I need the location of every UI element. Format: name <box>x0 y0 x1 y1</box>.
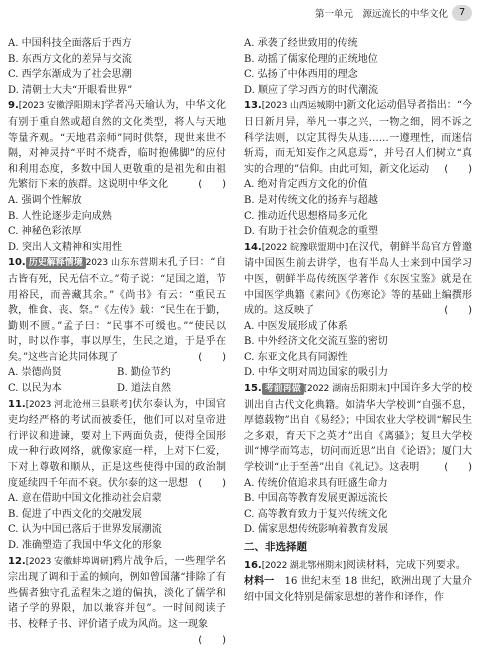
option: D. 道法自然 <box>117 383 172 395</box>
q10-options <box>8 365 226 396</box>
question-stem: 学者冯天瑜认为，中华文化有别于重自然或超自然的文化类型，将人与天地等量齐观。“天地君亲师”同时供祭，现世来世不隔，对神灵持“平时不烧香，临时抱佛脚”的应付和利用态度，多数中国人更敬重的是祖先和由祖先繁衍下来的族群。这说明中华文化 <box>8 100 226 191</box>
answer-blank: ( ) <box>444 163 472 175</box>
q9-options <box>8 193 226 255</box>
right-column <box>244 36 472 605</box>
q13-options <box>244 177 472 239</box>
option: C. 西学东渐成为了社会思潮 <box>8 69 132 81</box>
question-stem: 鸦片战争后，一些理学名宗出现了调和于孟的倾向，例如曾国藩“排除了有些儒者独守孔孟程朱之道的偏执，淡化了儒学和诸子学的界限，加以兼容并包”。一时间阅读子书、校释子书、评价诸子成为风尚。这一现象 <box>8 555 226 630</box>
question-tag: 考前再做 <box>262 383 304 395</box>
option: A. 中医发展形成了体系 <box>244 320 348 332</box>
question-source: 2023 山东东营期末 <box>85 258 168 269</box>
question-number: 9. <box>8 100 19 112</box>
answer-blank: ( ) <box>198 477 226 489</box>
page-number: 7 <box>452 5 472 21</box>
option: A. 强调个性解放 <box>8 194 82 206</box>
option: C. 弘扬了中体西用的理念 <box>244 69 358 81</box>
option: B. 促进了中西文化的交融发展 <box>8 508 142 520</box>
question-source: [2022 湖北鄂州期末] <box>261 560 346 571</box>
question-stem: 孔子曰：“自古皆有死，民无信不立。”荀子说：“足国之道，节用裕民，而善藏其余。”《尚书》有云：“重民五教，惟食、丧、祭。”《左传》载：“民生在于勤，勤则不匮。”孟子曰：“民事不可缓也。”“使民以时，时以作事，事以厚生，生民之道，于是乎在矣。”这些言论共同体现了 <box>8 257 226 363</box>
option: D. 突出人文精神和实用性 <box>8 241 123 253</box>
option: A. 崇德尚贤 <box>8 367 62 379</box>
question-stem: 在汉代，朝鲜半岛官方曾邀请中国医生前去讲学，也有半岛人士来到中国学习中医，朝鲜半岛传统医学著作《东医宝鉴》就是在中国医学典籍《素问》《伤寒论》等的基础上编撰形成的。这反映了 <box>244 241 472 317</box>
question-11 <box>8 397 226 492</box>
unit-title: 第一单元 源远流长的中华文化 <box>314 9 448 20</box>
answer-blank: ( ) <box>198 634 226 646</box>
answer-blank: ( ) <box>444 462 472 474</box>
option: A. 绝对肯定西方文化的价值 <box>244 179 368 191</box>
question-number: 12. <box>8 555 26 567</box>
material-1 <box>244 574 472 605</box>
option: C. 神秘色彩浓厚 <box>8 226 82 238</box>
question-tag: 历史解释情境 <box>26 257 86 269</box>
question-source: [2023 安徽浮阳期末] <box>18 101 105 112</box>
question-15 <box>244 381 472 476</box>
question-stem: 阅读材料，完成下列要求。 <box>345 559 466 571</box>
left-column <box>8 36 226 648</box>
option: A. 意在借助中国文化推动社会启蒙 <box>8 493 162 505</box>
question-stem: 伏尔泰认为，中国官吏均经严格的考试而被委任，他们可以对皇帝进行评议和进谏，要对上下两面负责，使得全国形成一种行政网络，就像家庭一样，上对下仁爱，下对上尊敬和顺从，正是这些使得中国的政治制度延续四千年而不衰。伏尔泰的这一思想 <box>8 398 226 489</box>
question-16 <box>244 558 472 575</box>
option: A. 承袭了经世致用的传统 <box>244 38 358 49</box>
question-stem: 中国许多大学的校训出自古代文化典籍。如清华大学校训“自强不息，厚德载物”出自《易经》；中国农业大学校训“解民生之多艰，育天下之英才”出自《离骚》；复旦大学校训“博学而笃志，切问而近思”出自《论语》；厦门大学校训“止于至善”出自《礼记》。这表明 <box>244 383 472 474</box>
question-number: 16. <box>244 559 262 571</box>
option: A. 传统价值追求具有旺盛生命力 <box>244 477 388 489</box>
option: B. 是对传统文化的扬弃与超越 <box>244 194 378 206</box>
option: C. 认为中国已落后于世界发展潮流 <box>8 524 162 536</box>
question-number: 13. <box>244 100 262 112</box>
answer-blank: ( ) <box>198 351 226 363</box>
option: B. 动摇了儒家伦理的正统地位 <box>244 53 378 65</box>
question-9 <box>8 98 226 193</box>
question-source: [2023 河北沧州三县联考] <box>25 399 132 410</box>
option: A. 中国科技全面落后于西方 <box>8 38 132 49</box>
option: C. 以民为本 <box>8 383 62 395</box>
page-header <box>0 4 480 26</box>
option: B. 中国高等教育发展更源远流长 <box>244 493 388 505</box>
option: C. 推动近代思想格局多元化 <box>244 210 368 222</box>
q8-options <box>8 36 226 98</box>
question-14 <box>244 240 472 319</box>
q14-options <box>244 319 472 381</box>
question-source: [2023 安徽蚌埠调研] <box>25 556 113 567</box>
question-number: 11. <box>8 398 26 410</box>
material-label: 材料一 <box>244 576 275 588</box>
answer-blank: ( ) <box>198 179 226 191</box>
option: D. 中华文明对周边国家的吸引力 <box>244 367 389 379</box>
question-source: [2022 湖南岳阳期末] <box>303 384 390 395</box>
q11-options <box>8 491 226 553</box>
material-text: 16 世纪末至 18 世纪，欧洲出现了大量介绍中国文化特别是儒家思想的著作和译作，作 <box>244 576 473 603</box>
question-number: 14. <box>244 241 262 253</box>
option: B. 东西方文化的差异与交流 <box>8 53 132 65</box>
option: C. 高等教育致力于复兴传统文化 <box>244 508 388 520</box>
option: D. 准确塑造了我国中华文化的形象 <box>8 540 163 551</box>
q12-options <box>244 36 472 98</box>
question-stem: 新文化运动倡导者指出：“今日日新月异，举凡一事之兴，一物之细，罔不诉之科学法则，以定其得失从违……一遵理性，而迷信斩焉，而无知妄作之风息焉”，并号召人们树立“真实的合理的”信仰。由此可知，新文化运动 <box>244 100 472 175</box>
question-13 <box>244 98 472 177</box>
option: B. 勤俭节约 <box>117 367 171 379</box>
question-10 <box>8 255 226 365</box>
question-number: 10. <box>8 257 26 269</box>
option: B. 中外经济文化交流互鉴的密切 <box>244 336 388 348</box>
option: D. 清朝士大夫“开眼看世界” <box>8 84 133 96</box>
option: D. 儒家思想传统影响着教育发展 <box>244 524 389 536</box>
question-source: [2023 山西运城期中] <box>261 101 347 112</box>
option: B. 人性论逐步走向成熟 <box>8 210 112 222</box>
question-number: 15. <box>244 383 262 395</box>
question-12 <box>8 554 226 646</box>
section-title: 二、非选择题 <box>244 541 307 553</box>
option: D. 顺应了学习西方的时代潮流 <box>244 84 379 96</box>
option: C. 东亚文化具有同源性 <box>244 351 348 363</box>
option: D. 有助于社会价值观念的重塑 <box>244 226 379 238</box>
question-source: [2022 皖豫联盟期中] <box>261 242 349 253</box>
answer-blank: ( ) <box>444 305 472 317</box>
q15-options <box>244 476 472 538</box>
